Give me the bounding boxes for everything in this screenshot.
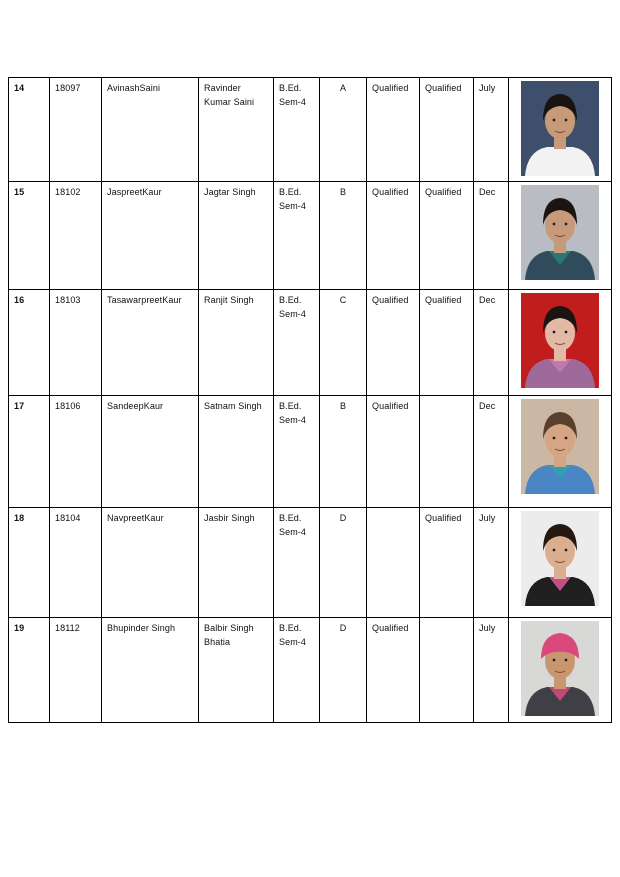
student-photo — [509, 396, 612, 508]
portrait-image — [521, 621, 599, 716]
roll-number: 18097 — [50, 78, 102, 182]
course: B.Ed. Sem-4 — [274, 78, 320, 182]
month: July — [474, 618, 509, 723]
qualification-status-2: Qualified — [420, 508, 474, 618]
table-row — [9, 182, 612, 290]
student-photo — [509, 290, 612, 396]
grade: D — [320, 618, 367, 723]
student-photo — [509, 508, 612, 618]
grade: B — [320, 396, 367, 508]
qualification-status-2: Qualified — [420, 78, 474, 182]
student-name: SandeepKaur — [102, 396, 199, 508]
qualification-status-1 — [367, 508, 420, 618]
roll-number: 18106 — [50, 396, 102, 508]
table-row — [9, 618, 612, 723]
qualification-status-2 — [420, 396, 474, 508]
grade: A — [320, 78, 367, 182]
qualification-status-1: Qualified — [367, 182, 420, 290]
roll-number: 18104 — [50, 508, 102, 618]
course: B.Ed. Sem-4 — [274, 396, 320, 508]
grade: C — [320, 290, 367, 396]
father-name: Ravinder Kumar Saini — [199, 78, 274, 182]
month: July — [474, 508, 509, 618]
student-name: NavpreetKaur — [102, 508, 199, 618]
serial-number: 14 — [9, 78, 50, 182]
father-name: Ranjit Singh — [199, 290, 274, 396]
father-name: Satnam Singh — [199, 396, 274, 508]
grade: D — [320, 508, 367, 618]
course: B.Ed. Sem-4 — [274, 182, 320, 290]
student-name: AvinashSaini — [102, 78, 199, 182]
portrait-image — [521, 293, 599, 388]
serial-number: 16 — [9, 290, 50, 396]
month: Dec — [474, 290, 509, 396]
course: B.Ed. Sem-4 — [274, 618, 320, 723]
father-name: Jagtar Singh — [199, 182, 274, 290]
student-name: TasawarpreetKaur — [102, 290, 199, 396]
father-name: Jasbir Singh — [199, 508, 274, 618]
grade: B — [320, 182, 367, 290]
qualification-status-1: Qualified — [367, 396, 420, 508]
qualification-status-1: Qualified — [367, 290, 420, 396]
serial-number: 17 — [9, 396, 50, 508]
serial-number: 18 — [9, 508, 50, 618]
month: Dec — [474, 396, 509, 508]
table-row — [9, 78, 612, 182]
portrait-image — [521, 185, 599, 280]
qualification-status-2: Qualified — [420, 182, 474, 290]
qualification-status-1: Qualified — [367, 78, 420, 182]
qualification-status-1: Qualified — [367, 618, 420, 723]
roll-number: 18103 — [50, 290, 102, 396]
month: July — [474, 78, 509, 182]
table-row — [9, 396, 612, 508]
qualification-status-2 — [420, 618, 474, 723]
student-photo — [509, 182, 612, 290]
table-row — [9, 290, 612, 396]
records-table — [8, 77, 612, 723]
student-photo — [509, 618, 612, 723]
student-name: Bhupinder Singh — [102, 618, 199, 723]
student-name: JaspreetKaur — [102, 182, 199, 290]
course: B.Ed. Sem-4 — [274, 290, 320, 396]
student-photo — [509, 78, 612, 182]
portrait-image — [521, 81, 599, 176]
roll-number: 18112 — [50, 618, 102, 723]
father-name: Balbir Singh Bhatia — [199, 618, 274, 723]
portrait-image — [521, 399, 599, 494]
course: B.Ed. Sem-4 — [274, 508, 320, 618]
table-row — [9, 508, 612, 618]
serial-number: 19 — [9, 618, 50, 723]
roll-number: 18102 — [50, 182, 102, 290]
month: Dec — [474, 182, 509, 290]
qualification-status-2: Qualified — [420, 290, 474, 396]
portrait-image — [521, 511, 599, 606]
serial-number: 15 — [9, 182, 50, 290]
